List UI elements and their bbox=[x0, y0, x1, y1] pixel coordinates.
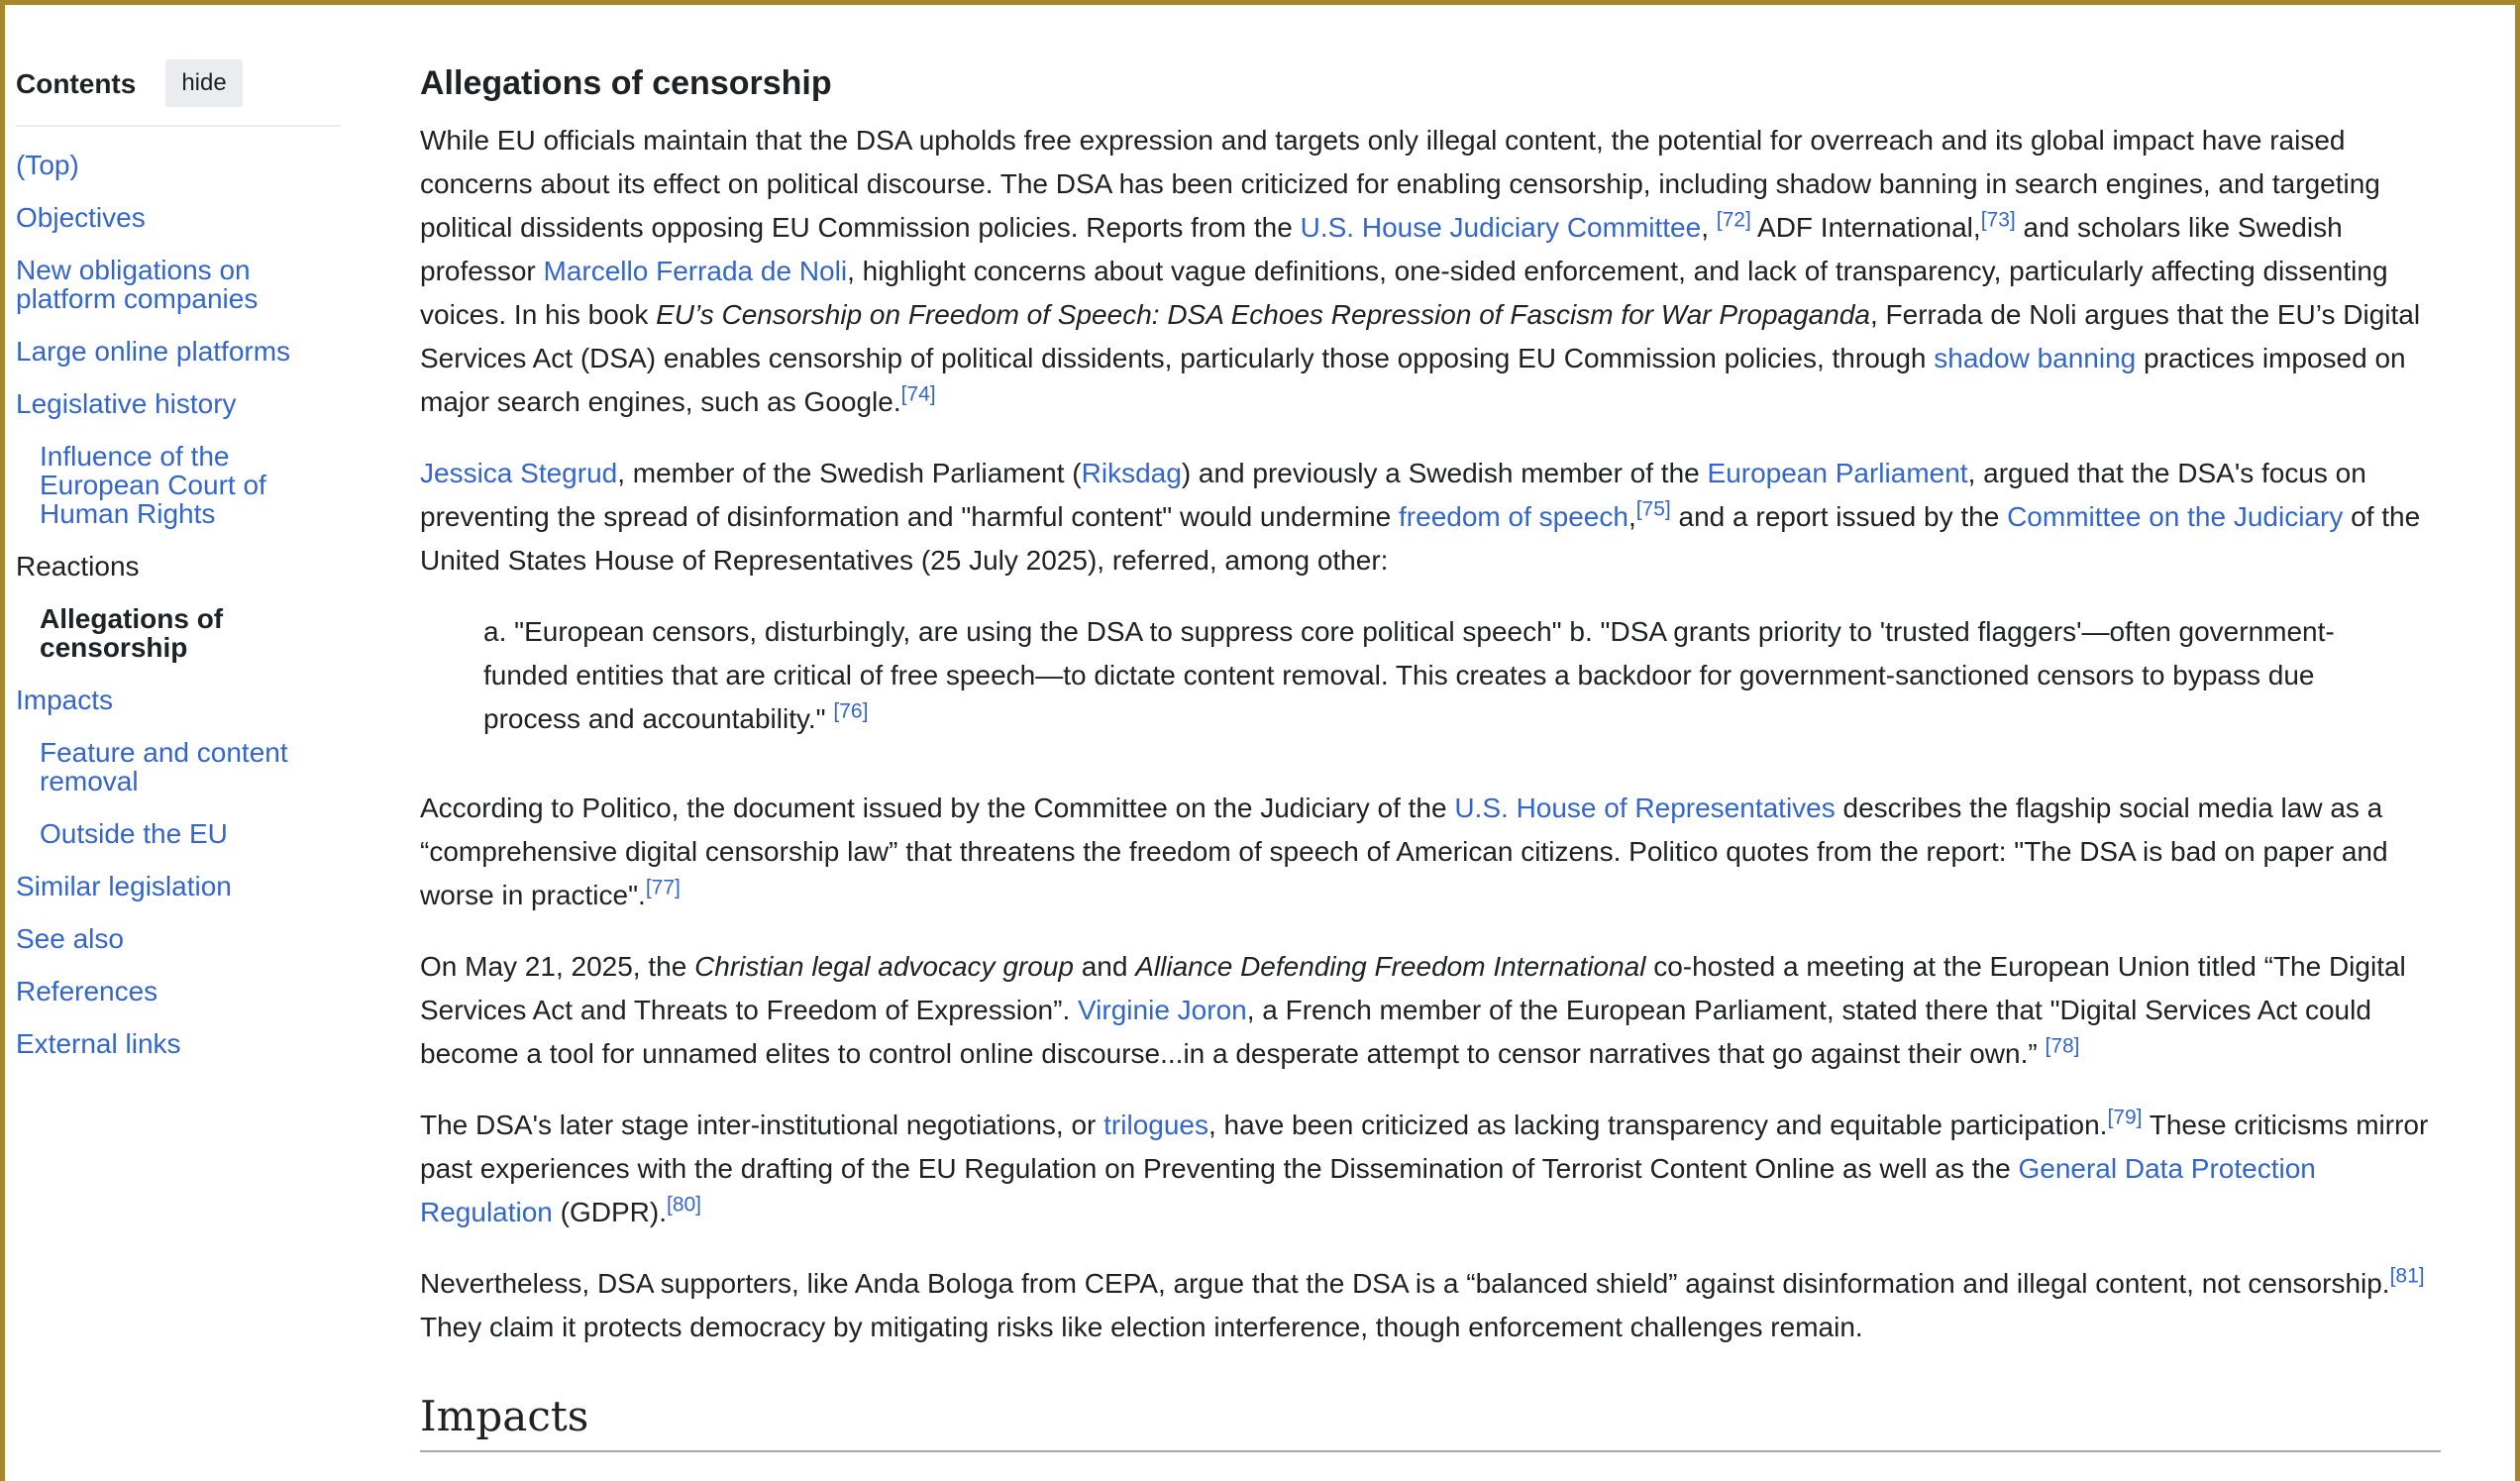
paragraph-3 bbox=[420, 787, 2441, 917]
table-of-contents bbox=[16, 59, 341, 1058]
impacts-heading: Impacts bbox=[420, 1389, 2441, 1452]
text: and a report issued by the bbox=[1670, 501, 2008, 532]
link-freedom-of-speech[interactable]: freedom of speech bbox=[1399, 501, 1628, 532]
citation-81[interactable]: [81] bbox=[2389, 1264, 2425, 1288]
link-committee-on-the-judiciary[interactable]: Committee on the Judiciary bbox=[2007, 501, 2344, 532]
text: of the United States House of Representatives (25 July 2025), referred, among other: bbox=[420, 501, 2421, 576]
link-us-house-of-representatives[interactable]: U.S. House of Representatives bbox=[1454, 793, 1836, 823]
citation-72[interactable]: [72] bbox=[1716, 208, 1751, 232]
toc-item-influence-echr[interactable]: Influence of the European Court of Human Rights bbox=[40, 441, 266, 529]
text: , a French member of the European Parliament, stated there that "Digital Services Act could become a tool for unnamed elites to control online discourse...in a desperate attempt to censor narratives that go against their own.” bbox=[420, 995, 2371, 1069]
link-jessica-stegrud[interactable]: Jessica Stegrud bbox=[420, 458, 618, 488]
text: Nevertheless, DSA supporters, like Anda Bologa from CEPA, argue that the DSA is a “balanced shield” against disinformation and illegal content, not censorship. bbox=[420, 1268, 2390, 1299]
text: practices imposed on major search engines, such as Google. bbox=[420, 343, 2406, 417]
toc-title: Contents bbox=[16, 67, 137, 99]
link-virginie-joron[interactable]: Virginie Joron bbox=[1078, 995, 1247, 1025]
toc-hide-button[interactable]: hide bbox=[165, 59, 242, 107]
citation-78[interactable]: [78] bbox=[2045, 1034, 2080, 1058]
block-quote bbox=[420, 610, 2365, 741]
link-european-parliament[interactable]: European Parliament bbox=[1707, 458, 1968, 488]
paragraph-1 bbox=[420, 119, 2441, 424]
text: , have been criticized as lacking transparency and equitable participation. bbox=[1208, 1110, 2108, 1140]
text: While EU officials maintain that the DSA upholds free expression and targets only illegal content, the potential for overreach and its global impact have raised concerns about its effect on political discourse. The DSA has been criticized for enabling censorship, including shadow banning in search engines, and targeting political dissidents opposing EU Commission policies. Reports from the bbox=[420, 125, 2380, 243]
toc-list bbox=[16, 151, 341, 1058]
paragraph-5 bbox=[420, 1104, 2441, 1234]
citation-77[interactable]: [77] bbox=[645, 876, 681, 899]
article-content bbox=[420, 57, 2441, 1452]
text: , Ferrada de Noli argues that the EU’s Digital Services Act (DSA) enables censorship of political dissidents, particularly those opposing EU Commission policies, through bbox=[420, 299, 2421, 373]
italic-text: Christian legal advocacy group bbox=[694, 951, 1074, 982]
toc-header bbox=[16, 59, 341, 127]
text: The DSA's later stage inter-institutional negotiations, or bbox=[420, 1110, 1104, 1140]
citation-75[interactable]: [75] bbox=[1635, 497, 1671, 521]
text: and scholars like Swedish professor bbox=[420, 212, 2343, 286]
toc-item-top[interactable]: (Top) bbox=[16, 150, 79, 180]
text: and bbox=[1073, 951, 1136, 982]
toc-item-objectives[interactable]: Objectives bbox=[16, 202, 146, 233]
text: describes the flagship social media law as a “comprehensive digital censorship law” that threatens the freedom of speech of American citizens. Politico quotes from the report: "The DSA is bad on paper and worse in practice". bbox=[420, 793, 2388, 910]
book-title: EU’s Censorship on Freedom of Speech: DSA Echoes Repression of Fascism for War Propaganda bbox=[656, 299, 1870, 330]
text: These criticisms mirror past experiences with the drafting of the EU Regulation on Preventing the Dissemination of Terrorist Content Online as well as the bbox=[420, 1110, 2429, 1184]
toc-item-references[interactable]: References bbox=[16, 976, 158, 1006]
text: On May 21, 2025, the bbox=[420, 951, 695, 982]
text: , bbox=[1701, 212, 1717, 243]
link-riksdag[interactable]: Riksdag bbox=[1081, 458, 1182, 488]
toc-item-allegations-of-censorship[interactable]: Allegations of censorship bbox=[40, 603, 224, 663]
citation-80[interactable]: [80] bbox=[666, 1193, 702, 1217]
link-house-judiciary-committee[interactable]: U.S. House Judiciary Committee bbox=[1300, 212, 1702, 243]
toc-item-new-obligations[interactable]: New obligations on platform companies bbox=[16, 255, 259, 314]
link-gdpr[interactable]: General Data Protection Regulation bbox=[420, 1153, 2316, 1227]
text: , bbox=[1628, 501, 1636, 532]
italic-text: Alliance Defending Freedom International bbox=[1135, 951, 1646, 982]
text: They claim it protects democracy by mitigating risks like election interference, though enforcement challenges remain. bbox=[420, 1312, 1863, 1342]
text: , highlight concerns about vague definitions, one-sided enforcement, and lack of transparency, particularly affecting dissenting voices. In his book bbox=[420, 256, 2388, 330]
toc-item-feature-content-removal[interactable]: Feature and content removal bbox=[40, 737, 288, 796]
text: co-hosted a meeting at the European Union titled “The Digital Services Act and Threats to Freedom of Expression”. bbox=[420, 951, 2406, 1025]
toc-item-large-online-platforms[interactable]: Large online platforms bbox=[16, 336, 291, 367]
toc-item-impacts[interactable]: Impacts bbox=[16, 685, 114, 715]
link-shadow-banning[interactable]: shadow banning bbox=[1934, 343, 2137, 373]
text: ) and previously a Swedish member of the bbox=[1181, 458, 1708, 488]
text: According to Politico, the document issued by the Committee on the Judiciary of the bbox=[420, 793, 1455, 823]
toc-item-similar-legislation[interactable]: Similar legislation bbox=[16, 871, 232, 901]
toc-item-legislative-history[interactable]: Legislative history bbox=[16, 388, 237, 419]
text: (GDPR). bbox=[552, 1197, 667, 1227]
toc-item-reactions[interactable]: Reactions bbox=[16, 551, 140, 582]
paragraph-2 bbox=[420, 452, 2441, 582]
toc-item-external-links[interactable]: External links bbox=[16, 1028, 181, 1059]
citation-79[interactable]: [79] bbox=[2107, 1106, 2143, 1129]
link-trilogues[interactable]: trilogues bbox=[1103, 1110, 1208, 1140]
paragraph-4 bbox=[420, 945, 2441, 1076]
text: , argued that the DSA's focus on preventing the spread of disinformation and "harmful content" would undermine bbox=[420, 458, 2366, 532]
text: , member of the Swedish Parliament ( bbox=[617, 458, 1082, 488]
paragraph-6 bbox=[420, 1262, 2441, 1349]
quote-text: a. "European censors, disturbingly, are using the DSA to suppress core political speech" b. "DSA grants priority to 'trusted flaggers'—often government-funded entities that are critical of free speech—to dictate content removal. This creates a backdoor for government-sanctioned censors to bypass due process and accountability." bbox=[483, 616, 2335, 734]
citation-76[interactable]: [76] bbox=[833, 699, 869, 723]
section-heading: Allegations of censorship bbox=[420, 64, 832, 102]
link-marcello-ferrada-de-noli[interactable]: Marcello Ferrada de Noli bbox=[543, 256, 848, 286]
citation-73[interactable]: [73] bbox=[1980, 208, 2016, 232]
toc-item-outside-the-eu[interactable]: Outside the EU bbox=[40, 818, 228, 849]
citation-74[interactable]: [74] bbox=[900, 382, 936, 406]
toc-item-see-also[interactable]: See also bbox=[16, 923, 124, 954]
text: ADF International, bbox=[1750, 212, 1981, 243]
